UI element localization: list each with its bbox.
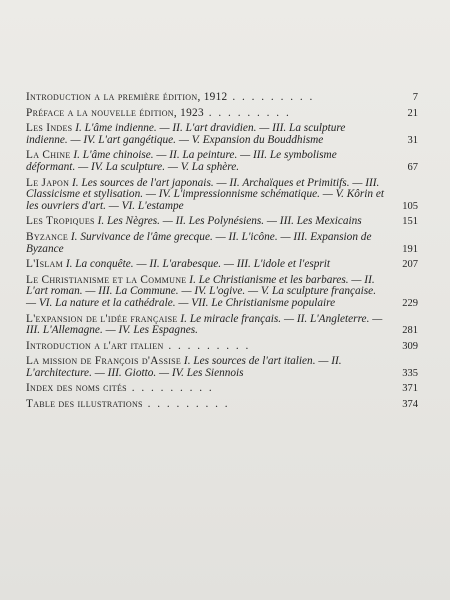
toc-page-number: 374 (402, 399, 418, 411)
toc-entry (26, 216, 418, 228)
table-of-contents (26, 92, 418, 415)
toc-entry-subsections: I. La conquête. — II. L'arabesque. — III. L'idole et l'esprit (63, 258, 331, 271)
toc-entry (26, 178, 418, 213)
toc-entry (26, 314, 418, 337)
toc-entry-text (26, 178, 388, 213)
toc-entry-subsections: I. Les sources de l'art italien. — II. L'architecture. — III. Giotto. — IV. Les Siennois (26, 355, 342, 379)
toc-entry (26, 341, 418, 353)
toc-entry-leader: . . . . . . . . . (142, 398, 230, 411)
toc-entry-heading: Les Indes (26, 122, 73, 135)
toc-entry-leader: . . . . . . . . . (203, 106, 291, 119)
toc-entry-text (26, 108, 388, 120)
toc-entry-text (26, 232, 388, 255)
toc-entry-heading: Byzance (26, 230, 69, 243)
toc-entry-heading: Introduction a la première édition, 1912 (26, 91, 228, 103)
toc-entry (26, 108, 418, 120)
toc-entry-leader: . . . . . . . . . (163, 339, 251, 352)
toc-entry (26, 123, 418, 146)
toc-entry-text (26, 399, 388, 411)
toc-entry (26, 356, 418, 379)
toc-entry-heading: La mission de François d'Assise (26, 355, 182, 368)
toc-entry-text (26, 356, 388, 379)
toc-entry (26, 275, 418, 310)
toc-entry-heading: Le Japon (26, 176, 70, 189)
toc-entry-heading: L'Islam (26, 258, 64, 271)
toc-entry-heading: Le Christianisme et la Commune (26, 273, 187, 286)
toc-page-number: 191 (402, 243, 418, 255)
toc-entry-subsections: I. Les Nègres. — II. Les Polynésiens. — III. Les Mexicains (94, 215, 362, 228)
toc-entry (26, 232, 418, 255)
toc-entry-subsections: I. L'âme chinoise. — II. La peinture. — III. Le symbolisme déformant. — IV. La sculpture. — V. La sphère. (26, 149, 337, 173)
toc-entry-text (26, 341, 388, 353)
toc-entry (26, 259, 418, 271)
toc-entry-subsections: I. Survivance de l'âme grecque. — II. L'icône. — III. Expansion de Byzance (26, 230, 372, 255)
toc-page-number: 7 (412, 92, 418, 103)
toc-entry-leader: . . . . . . . . . (126, 382, 214, 395)
toc-entry-heading: Introduction a l'art italien (26, 339, 164, 352)
toc-entry-heading: Table des illustrations (26, 398, 143, 411)
toc-entry (26, 399, 418, 411)
toc-entry-subsections: I. Le miracle français. — II. L'Angleterre. — III. L'Allemagne. — IV. Les Espagnes. (26, 312, 383, 337)
toc-entry-text (26, 92, 388, 104)
toc-entry-heading: La Chine (26, 149, 71, 162)
toc-entry-heading: Préface a la nouvelle édition, 1923 (26, 106, 204, 119)
toc-page-number: 281 (402, 325, 418, 337)
toc-page-number: 31 (407, 134, 418, 146)
toc-page-number: 105 (402, 200, 418, 212)
toc-entry (26, 150, 418, 173)
toc-page-number: 229 (402, 297, 418, 309)
toc-page-number: 21 (407, 107, 418, 119)
toc-entry-text (26, 259, 388, 271)
toc-entry-leader: . . . . . . . . . (227, 91, 315, 103)
toc-page-number: 151 (402, 216, 418, 228)
toc-entry-text (26, 216, 388, 228)
toc-entry-text (26, 314, 388, 337)
toc-page-number: 67 (407, 161, 418, 173)
toc-entry-subsections: I. Les sources de l'art japonais. — II. Archaïques et Primitifs. — III. Classicisme et stylisation. — IV. L'impressionnisme schématique. — V. Kôrin et les ouvriers d'art. — VI. L'estampe (26, 176, 385, 212)
toc-entry-text (26, 150, 388, 173)
toc-page-number: 371 (402, 383, 418, 395)
toc-entry-heading: Les Tropiques (26, 215, 95, 228)
toc-entry-subsections: I. L'âme indienne. — II. L'art dravidien. — III. La sculpture indienne. — IV. L'art gangétique. — V. Expansion du Bouddhisme (26, 122, 346, 146)
toc-entry-heading: Index des noms cités (26, 382, 127, 395)
toc-entry-text (26, 383, 388, 395)
toc-page-number: 207 (402, 259, 418, 271)
toc-entry (26, 383, 418, 395)
toc-entry-heading: L'expansion de l'idée française (26, 312, 178, 325)
toc-entry-text (26, 123, 388, 146)
toc-entry-subsections: I. Le Christianisme et les barbares. — II. L'art roman. — III. La Commune. — IV. L'ogive. — V. La sculpture française. — VI. La nature et la cathédrale. — VII. Le Christianisme populaire (26, 273, 377, 309)
toc-entry-text (26, 275, 388, 310)
toc-page-number: 335 (402, 367, 418, 379)
toc-entry (26, 92, 418, 104)
toc-page-number: 309 (402, 340, 418, 352)
